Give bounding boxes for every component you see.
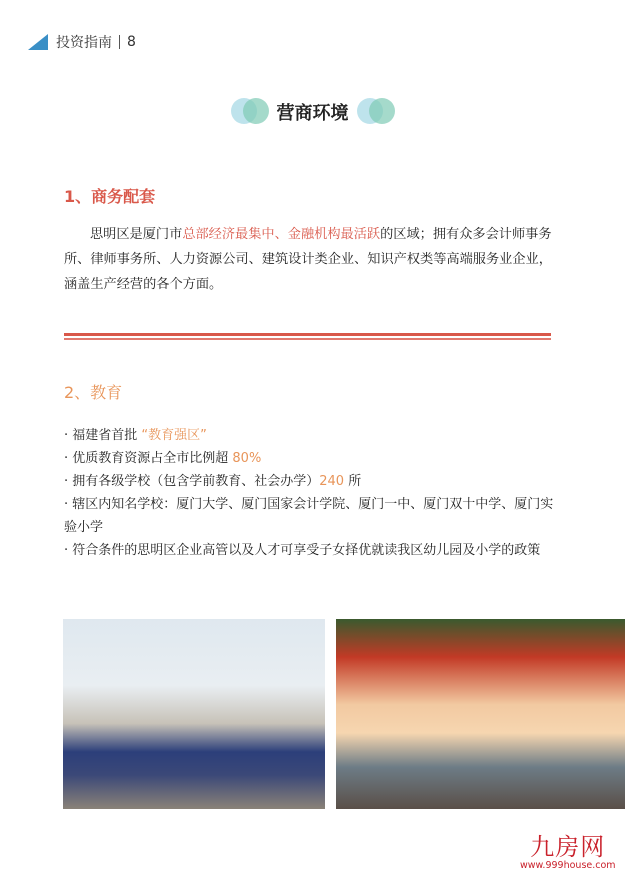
list-item (64, 493, 560, 539)
list-item (64, 539, 560, 562)
section-heading-education: 2、教育 (64, 383, 123, 402)
triangle-logo-icon (28, 34, 48, 50)
text: · 福建省首批 (64, 428, 142, 443)
page-header (28, 32, 136, 52)
header-title: 投资指南 (56, 35, 112, 51)
xiamen-skyline-photo (336, 619, 625, 809)
section-heading-business: 1、商务配套 (64, 187, 156, 206)
highlight-text: “教育强区” (141, 428, 207, 443)
graduation-photo (63, 619, 325, 809)
highlight-text: 总部经济最集中、金融机构最活跃 (182, 227, 381, 242)
text: · 拥有各级学校（包含学前教育、社会办学） (64, 474, 320, 489)
business-paragraph (64, 222, 560, 297)
page-title-block (0, 98, 625, 126)
divider-line (64, 338, 551, 340)
circles-decoration-icon (357, 98, 395, 126)
watermark-url: www.999house.com (520, 860, 616, 871)
circles-decoration-icon (231, 98, 269, 126)
divider-line (64, 333, 551, 336)
watermark-logo (520, 834, 616, 871)
education-list (64, 424, 560, 562)
page-title: 营商环境 (276, 103, 349, 124)
watermark-name: 九房网 (530, 833, 606, 861)
text: 的区域；拥有众多会计师事务所、律师事务所、人力资源公司、建筑设计类企业、知识产权类等高端服务业企业，涵盖生产经营的各个方面。 (64, 227, 552, 292)
highlight-text: 240 (319, 474, 345, 489)
header-divider (119, 35, 120, 49)
text: 所 (344, 474, 362, 489)
text: 思明区是厦门市 (90, 227, 183, 242)
list-item (64, 470, 560, 493)
text: · 辖区内知名学校：厦门大学、厦门国家会计学院、厦门一中、厦门双十中学、厦门实验小学 (64, 497, 554, 535)
list-item (64, 424, 560, 447)
highlight-text: 80% (232, 451, 262, 466)
list-item (64, 447, 560, 470)
page-number: 8 (127, 34, 136, 50)
text: · 符合条件的思明区企业高管以及人才可享受子女择优就读我区幼儿园及小学的政策 (64, 543, 541, 558)
text: · 优质教育资源占全市比例超 (64, 451, 233, 466)
